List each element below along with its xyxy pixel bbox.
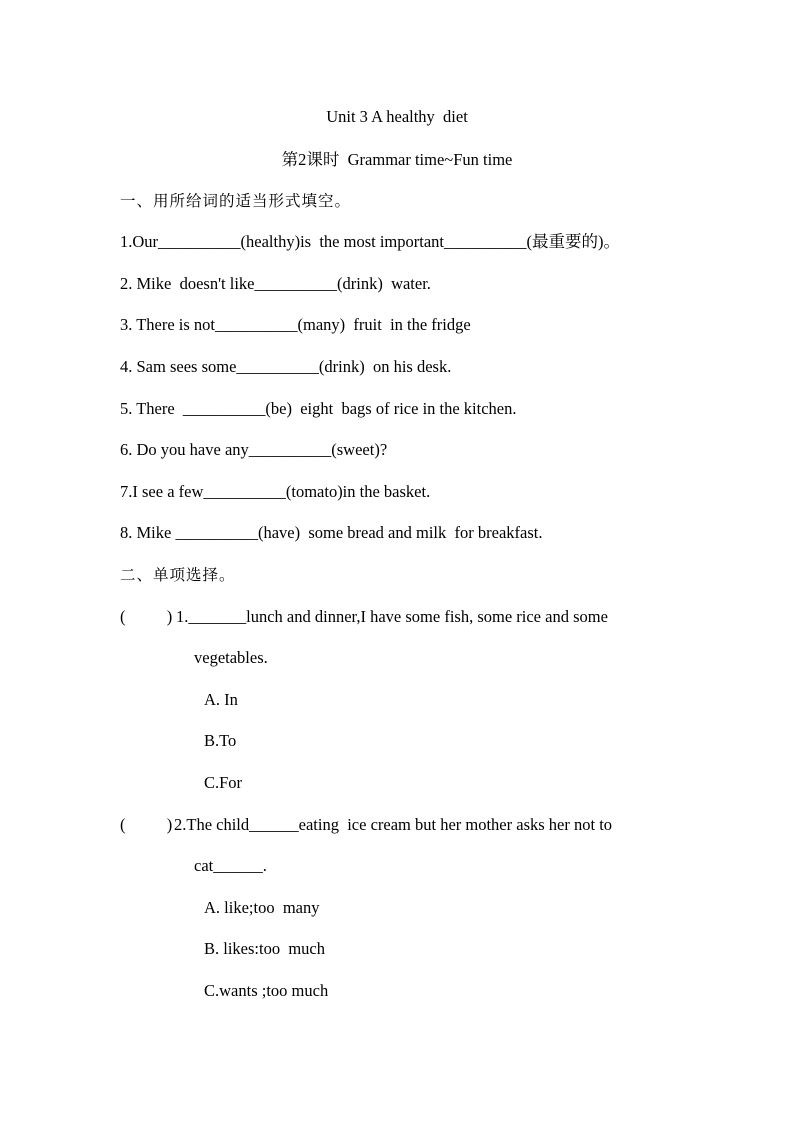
fill-item-1: 1.Our__________(healthy)is the most important__________(最重要的)。 (120, 232, 620, 251)
question-1-stem: 1._______lunch and dinner,I have some fish, some rice and some (176, 607, 608, 626)
question-2-option-a: A. like;too many (204, 898, 320, 917)
fill-item-3: 3. There is not__________(many) fruit in the fridge (120, 315, 471, 334)
fill-item-2: 2. Mike doesn't like__________(drink) water. (120, 274, 431, 293)
answer-paren-2: ( ) (120, 815, 173, 834)
question-1-option-b: B.To (204, 731, 237, 750)
fill-item-5: 5. There __________(be) eight bags of rice in the kitchen. (120, 399, 517, 418)
page-subtitle: 第2课时 Grammar time~Fun time (281, 150, 513, 169)
question-1-option-a: A. In (204, 690, 238, 709)
fill-item-6: 6. Do you have any__________(sweet)? (120, 440, 388, 459)
section2-heading: 二、单项选择。 (120, 566, 236, 584)
question-1-option-c: C.For (204, 773, 243, 792)
section1-heading: 一、用所给词的适当形式填空。 (120, 192, 352, 210)
question-1-stem-cont: vegetables. (194, 648, 268, 667)
fill-item-7: 7.I see a few__________(tomato)in the basket. (120, 482, 431, 501)
page-title: Unit 3 A healthy diet (326, 107, 468, 126)
question-2-stem: 2.The child______eating ice cream but her mother asks her not to (174, 815, 613, 834)
answer-paren-1: ( ) (120, 607, 173, 626)
fill-item-4: 4. Sam sees some__________(drink) on his desk. (120, 357, 452, 376)
question-2-stem-cont: cat______. (194, 856, 267, 875)
fill-item-8: 8. Mike __________(have) some bread and milk for breakfast. (120, 523, 543, 542)
question-2-option-b: B. likes:too much (204, 939, 325, 958)
question-2-option-c: C.wants ;too much (204, 981, 329, 1000)
